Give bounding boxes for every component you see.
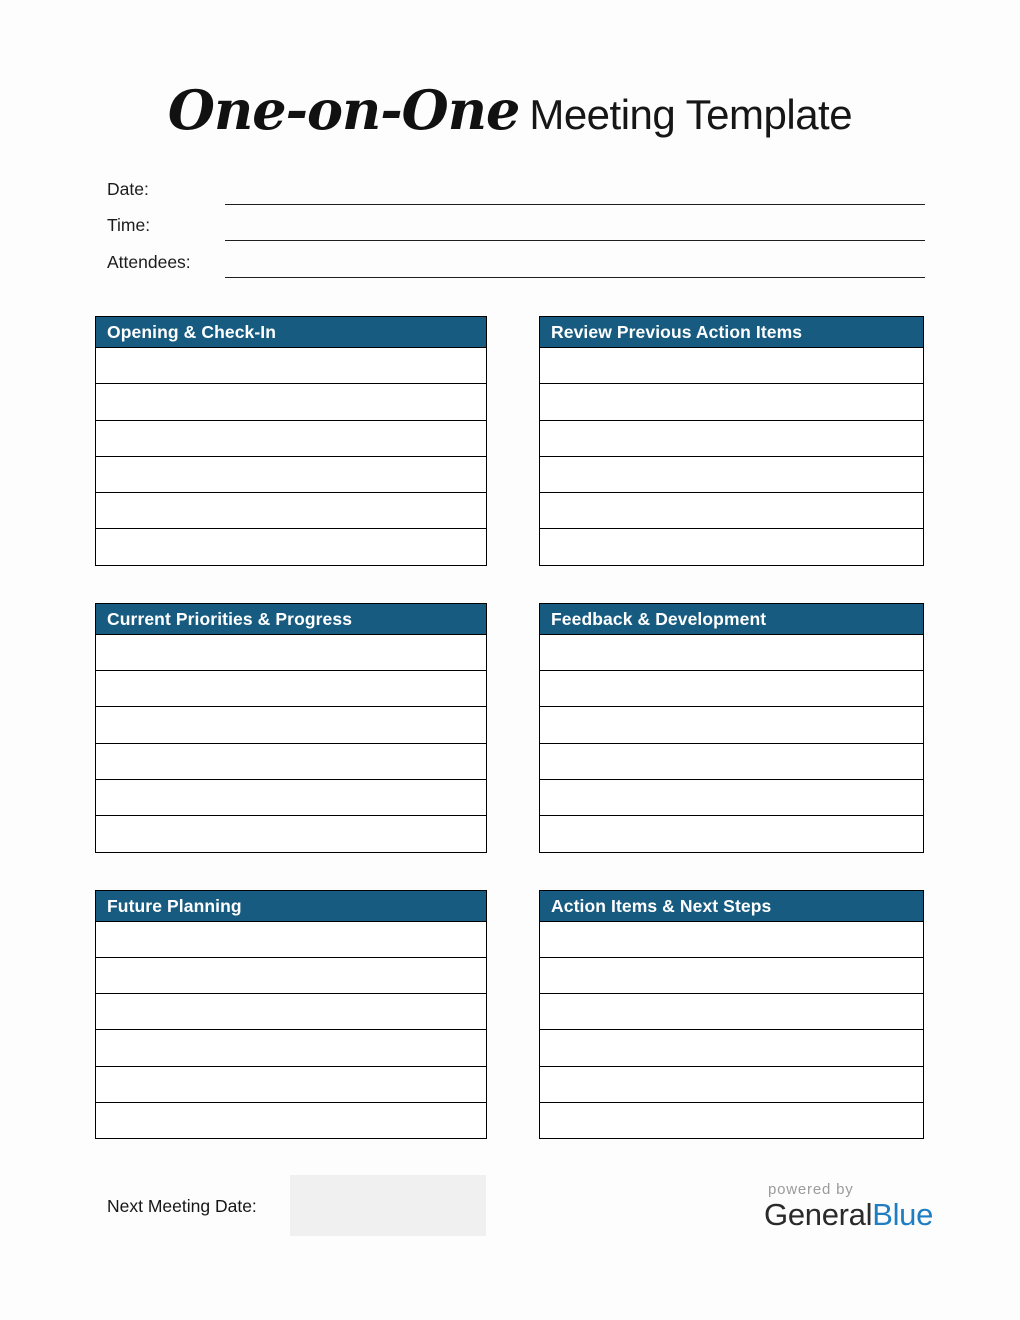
empty-row[interactable] — [540, 958, 923, 994]
empty-row[interactable] — [96, 457, 486, 493]
section-rows — [540, 348, 923, 565]
empty-row[interactable] — [540, 384, 923, 420]
sections-grid — [95, 316, 924, 1139]
section-header: Future Planning — [96, 891, 486, 922]
time-label: Time: — [107, 215, 151, 235]
date-label: Date: — [107, 178, 149, 199]
empty-row[interactable] — [540, 922, 923, 958]
section-current-priorities-progress — [95, 603, 487, 853]
section-opening-check-in — [95, 316, 487, 566]
empty-row[interactable] — [540, 1067, 923, 1103]
section-rows — [96, 348, 486, 565]
empty-row[interactable] — [96, 994, 486, 1030]
empty-row[interactable] — [540, 635, 923, 671]
title-rest-part: Meeting Template — [529, 91, 853, 138]
section-header: Review Previous Action Items — [540, 317, 923, 348]
time-field-row — [107, 205, 925, 242]
next-meeting-date-label: Next Meeting Date: — [107, 1196, 257, 1216]
empty-row[interactable] — [540, 816, 923, 851]
empty-row[interactable] — [540, 493, 923, 529]
section-header: Action Items & Next Steps — [540, 891, 923, 922]
empty-row[interactable] — [96, 1103, 486, 1138]
page-title — [0, 78, 1020, 142]
section-rows — [96, 635, 486, 852]
empty-row[interactable] — [96, 1067, 486, 1103]
empty-row[interactable] — [96, 348, 486, 384]
section-rows — [540, 635, 923, 852]
brand-blue-text: Blue — [872, 1197, 934, 1232]
attendees-label: Attendees: — [107, 251, 191, 272]
section-header: Opening & Check-In — [96, 317, 486, 348]
generalblue-logo — [764, 1197, 933, 1233]
empty-row[interactable] — [540, 1030, 923, 1066]
empty-row[interactable] — [96, 384, 486, 420]
empty-row[interactable] — [540, 994, 923, 1030]
empty-row[interactable] — [96, 744, 486, 780]
attendees-input-line[interactable] — [225, 277, 925, 278]
empty-row[interactable] — [540, 457, 923, 493]
empty-row[interactable] — [96, 635, 486, 671]
meta-fields — [107, 168, 925, 278]
section-action-items-next-steps — [539, 890, 924, 1140]
empty-row[interactable] — [540, 744, 923, 780]
empty-row[interactable] — [96, 671, 486, 707]
section-header: Feedback & Development — [540, 604, 923, 635]
section-header: Current Priorities & Progress — [96, 604, 486, 635]
empty-row[interactable] — [96, 922, 486, 958]
empty-row[interactable] — [96, 816, 486, 851]
date-field-row — [107, 168, 925, 205]
next-meeting-date-field[interactable] — [290, 1175, 486, 1236]
empty-row[interactable] — [96, 780, 486, 816]
empty-row[interactable] — [540, 421, 923, 457]
empty-row[interactable] — [96, 529, 486, 564]
empty-row[interactable] — [96, 958, 486, 994]
empty-row[interactable] — [540, 529, 923, 564]
empty-row[interactable] — [540, 780, 923, 816]
powered-by-text: powered by — [768, 1181, 854, 1198]
empty-row[interactable] — [96, 493, 486, 529]
empty-row[interactable] — [540, 1103, 923, 1138]
section-rows — [540, 922, 923, 1139]
section-rows — [96, 922, 486, 1139]
section-future-planning — [95, 890, 487, 1140]
empty-row[interactable] — [96, 1030, 486, 1066]
section-feedback-development — [539, 603, 924, 853]
empty-row[interactable] — [96, 421, 486, 457]
attendees-field-row — [107, 241, 925, 278]
title-script-part: One-on-One — [167, 78, 520, 142]
empty-row[interactable] — [540, 707, 923, 743]
empty-row[interactable] — [540, 348, 923, 384]
section-review-previous-action-items — [539, 316, 924, 566]
empty-row[interactable] — [540, 671, 923, 707]
empty-row[interactable] — [96, 707, 486, 743]
brand-general-text: General — [764, 1197, 873, 1232]
